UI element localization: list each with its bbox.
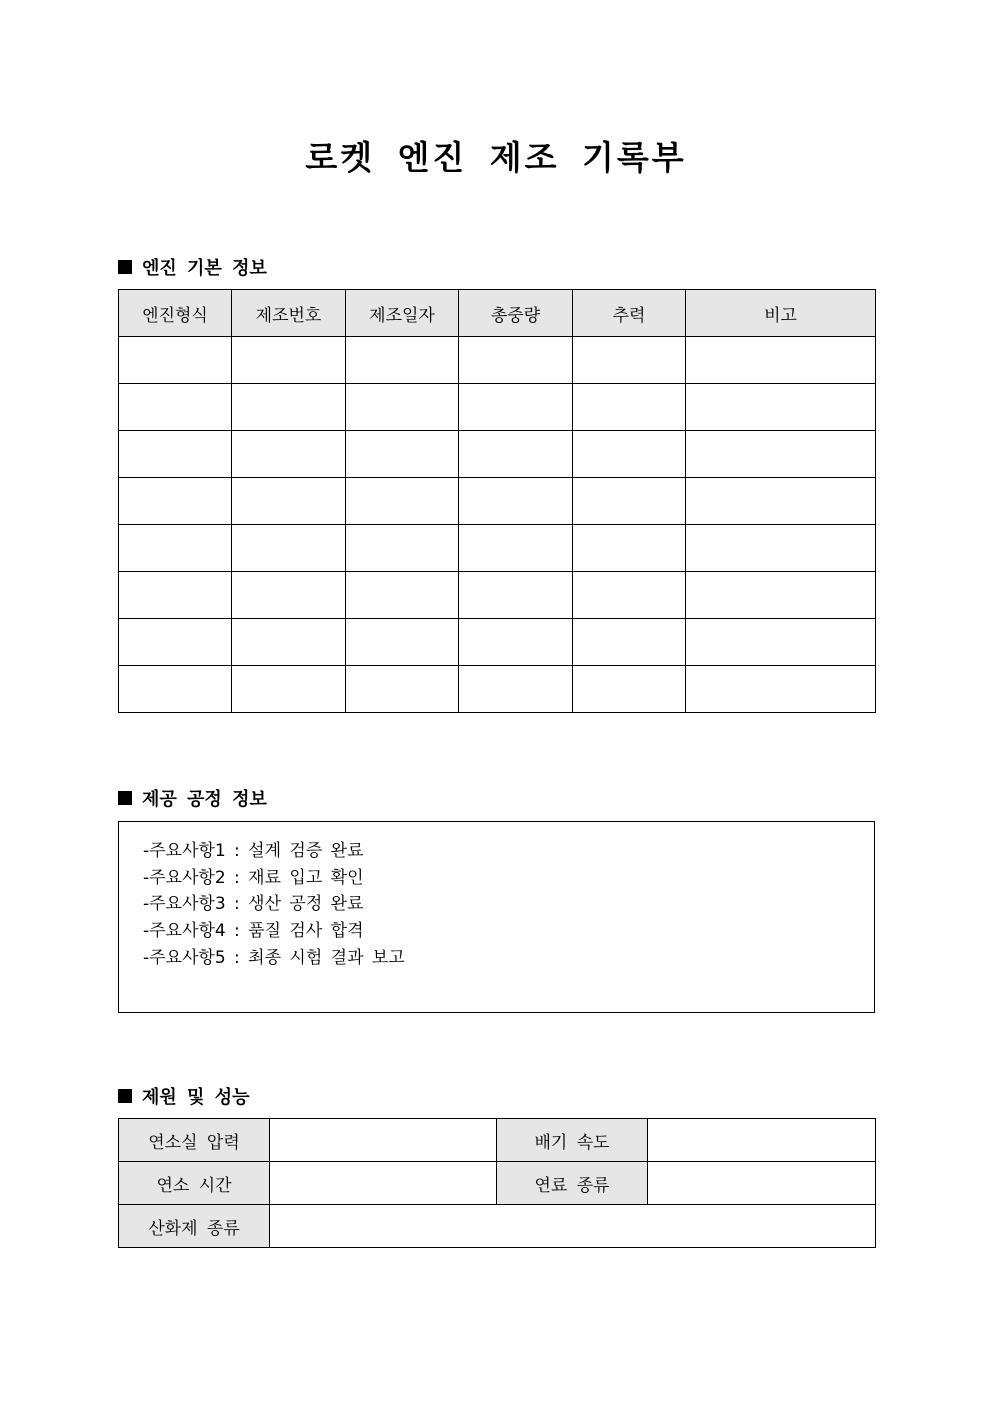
table-cell[interactable] xyxy=(232,337,346,384)
list-item: -주요사항5 : 최종 시험 결과 보고 xyxy=(143,947,405,968)
table-cell[interactable] xyxy=(573,572,686,619)
table-cell[interactable] xyxy=(573,431,686,478)
table-row xyxy=(119,525,876,572)
process-info-box[interactable] xyxy=(118,821,875,1013)
document-title: 로켓 엔진 제조 기록부 xyxy=(305,138,687,177)
oxidizer-type-label: 산화제 종류 xyxy=(119,1205,270,1248)
burn-time-label: 연소 시간 xyxy=(119,1162,270,1205)
engine-info-table xyxy=(118,289,876,713)
table-cell[interactable] xyxy=(119,337,232,384)
process-info-heading-label: 제공 공정 정보 xyxy=(142,789,267,810)
square-bullet-icon xyxy=(118,791,132,805)
table-cell[interactable] xyxy=(459,384,573,431)
table-row xyxy=(119,619,876,666)
burn-time-field[interactable] xyxy=(270,1162,497,1205)
table-cell[interactable] xyxy=(119,666,232,713)
table-cell[interactable] xyxy=(119,525,232,572)
table-cell[interactable] xyxy=(232,525,346,572)
col-header-total-weight: 총중량 xyxy=(459,290,573,337)
table-cell[interactable] xyxy=(573,478,686,525)
table-cell[interactable] xyxy=(346,525,459,572)
table-cell[interactable] xyxy=(459,572,573,619)
table-cell[interactable] xyxy=(232,666,346,713)
table-row xyxy=(119,1162,876,1205)
table-cell[interactable] xyxy=(686,666,876,713)
table-cell[interactable] xyxy=(232,619,346,666)
fuel-type-field[interactable] xyxy=(648,1162,876,1205)
table-cell[interactable] xyxy=(459,337,573,384)
table-cell[interactable] xyxy=(119,478,232,525)
table-cell[interactable] xyxy=(346,619,459,666)
table-cell[interactable] xyxy=(346,384,459,431)
exhaust-velocity-label: 배기 속도 xyxy=(497,1119,648,1162)
list-item: -주요사항3 : 생산 공정 완료 xyxy=(143,894,364,915)
square-bullet-icon xyxy=(118,260,132,274)
table-cell[interactable] xyxy=(573,337,686,384)
engine-table-header-row xyxy=(119,290,876,337)
combustion-pressure-field[interactable] xyxy=(270,1119,497,1162)
table-cell[interactable] xyxy=(573,619,686,666)
table-cell[interactable] xyxy=(686,525,876,572)
table-cell[interactable] xyxy=(232,478,346,525)
table-row xyxy=(119,337,876,384)
table-row xyxy=(119,572,876,619)
col-header-serial-number: 제조번호 xyxy=(232,290,346,337)
table-cell[interactable] xyxy=(232,431,346,478)
process-notes-list xyxy=(143,838,405,972)
engine-info-heading-label: 엔진 기본 정보 xyxy=(142,258,267,279)
specs-heading xyxy=(118,1083,249,1109)
list-item: -주요사항1 : 설계 검증 완료 xyxy=(143,841,364,861)
table-cell[interactable] xyxy=(686,337,876,384)
list-item: -주요사항2 : 재료 입고 확인 xyxy=(143,867,364,888)
fuel-type-label: 연료 종류 xyxy=(497,1162,648,1205)
table-cell[interactable] xyxy=(232,572,346,619)
table-row xyxy=(119,478,876,525)
engine-info-heading xyxy=(118,254,267,280)
table-cell[interactable] xyxy=(119,572,232,619)
col-header-manufacture-date: 제조일자 xyxy=(346,290,459,337)
table-cell[interactable] xyxy=(686,619,876,666)
table-cell[interactable] xyxy=(459,619,573,666)
table-cell[interactable] xyxy=(459,478,573,525)
table-cell[interactable] xyxy=(459,525,573,572)
table-cell[interactable] xyxy=(686,478,876,525)
process-info-heading xyxy=(118,785,267,811)
oxidizer-type-field[interactable] xyxy=(270,1205,876,1248)
table-row xyxy=(119,666,876,713)
table-cell[interactable] xyxy=(573,666,686,713)
col-header-remarks: 비고 xyxy=(686,290,876,337)
table-cell[interactable] xyxy=(686,572,876,619)
table-cell[interactable] xyxy=(573,525,686,572)
specs-heading-label: 제원 및 성능 xyxy=(142,1087,250,1108)
table-cell[interactable] xyxy=(686,431,876,478)
combustion-pressure-label: 연소실 압력 xyxy=(119,1119,270,1162)
list-item: -주요사항4 : 품질 검사 합격 xyxy=(143,921,364,942)
table-cell[interactable] xyxy=(232,384,346,431)
specs-table xyxy=(118,1118,876,1248)
table-row xyxy=(119,1205,876,1248)
square-bullet-icon xyxy=(118,1089,132,1103)
table-cell[interactable] xyxy=(346,666,459,713)
table-row xyxy=(119,1119,876,1162)
table-cell[interactable] xyxy=(459,431,573,478)
table-cell[interactable] xyxy=(346,478,459,525)
table-cell[interactable] xyxy=(119,619,232,666)
table-cell[interactable] xyxy=(686,384,876,431)
col-header-thrust: 추력 xyxy=(573,290,686,337)
table-cell[interactable] xyxy=(346,431,459,478)
table-cell[interactable] xyxy=(119,384,232,431)
table-cell[interactable] xyxy=(119,431,232,478)
table-cell[interactable] xyxy=(346,572,459,619)
table-cell[interactable] xyxy=(346,337,459,384)
table-row xyxy=(119,384,876,431)
table-row xyxy=(119,431,876,478)
table-cell[interactable] xyxy=(573,384,686,431)
col-header-engine-type: 엔진형식 xyxy=(119,290,232,337)
table-cell[interactable] xyxy=(459,666,573,713)
exhaust-velocity-field[interactable] xyxy=(648,1119,876,1162)
